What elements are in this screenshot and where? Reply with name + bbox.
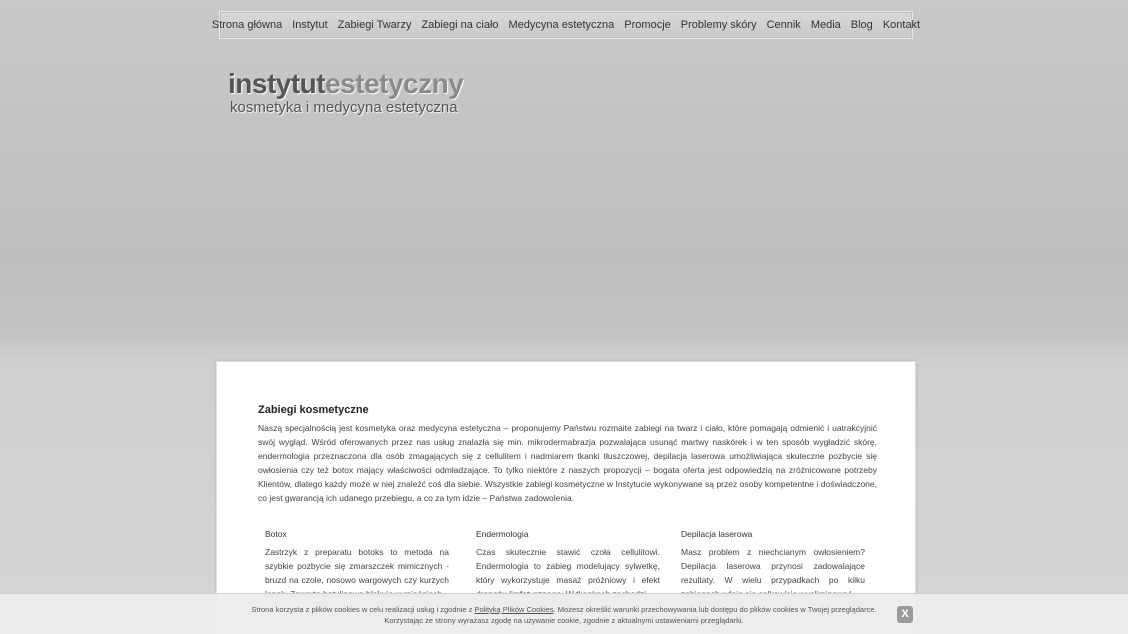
treatment-description: Masz problem z niechcianym owłosieniem? Depilacja laserowa przynosi zadowalające rezultaty. W wielu przypadkach po kilku	[681, 547, 865, 585]
treatment-title[interactable]: Botox	[265, 529, 287, 539]
cookie-text-end: . Możesz określić warunki przechowywania lub dostępu do plików cookies w Twojej przeglądarce.	[553, 605, 877, 614]
nav-item-media[interactable]: Media	[810, 19, 841, 31]
treatment-title[interactable]: Endermologia	[476, 529, 529, 539]
site-logo[interactable]	[228, 68, 463, 116]
cookie-policy-link[interactable]: Polityką Plików Cookies	[474, 605, 554, 614]
nav-item-contact[interactable]: Kontakt	[882, 19, 921, 31]
nav-item-blog[interactable]: Blog	[850, 19, 873, 31]
cookie-close-button[interactable]: X	[897, 606, 913, 623]
main-navigation-bar	[211, 14, 921, 36]
nav-item-price-list[interactable]: Cennik	[766, 19, 801, 31]
nav-item-institute[interactable]: Instytut	[292, 19, 328, 31]
logo-tagline: kosmetyka i medycyna estetyczna	[230, 99, 458, 116]
logo-part-estetyczny: estetyczny	[325, 68, 464, 99]
treatment-column-endermologia	[476, 529, 660, 601]
main-navigation	[211, 11, 921, 39]
logo-wordmark	[228, 68, 463, 100]
treatment-column-depilacja	[681, 529, 865, 601]
nav-item-home[interactable]: Strona główna	[211, 19, 283, 31]
treatment-description: Czas skutecznie stawić czoła cellulitowi. Endermologia to zabieg modelujący sylwetkę, który wykorzystuje masaż próżniowy i efekt	[476, 547, 660, 585]
nav-item-face-treatments[interactable]: Zabiegi Twarzy	[337, 19, 412, 31]
nav-item-aesthetic-medicine[interactable]: Medycyna estetyczna	[508, 19, 615, 31]
nav-item-skin-problems[interactable]: Problemy skóry	[680, 19, 757, 31]
treatment-column-botox	[265, 529, 449, 601]
nav-item-promotions[interactable]: Promocje	[624, 19, 671, 31]
nav-item-body-treatments[interactable]: Zabiegi na ciało	[421, 19, 499, 31]
treatment-title[interactable]: Depilacja laserowa	[681, 529, 753, 539]
section-intro: Naszą specjalnością jest kosmetyka oraz medycyna estetyczna – proponujemy Państwu rozmaite zabiegi na twarz i ciało, które pomagają odmienić i uatrakcyjnić swój wygląd. Wśród oferowanych przez nas usług znalazła się min. mikrodermabrazja pozwalająca usunąć martwy naskórek i w ten sposób wygładzić skórę, endermologia przeznaczona dla osób zmagających się z cellulitem i nadmiarem tkanki tłuszczowej, depilacja laserowa umożliwiająca skuteczne pozbycie się owłosienia czy też botox mający właściwości odmładzające. To tylko niektóre z naszych propozycji – bogata oferta jest odpowiedzią na zróżnicowane potrzeby Klientów, dlatego każdy może w niej znaleźć coś dla siebie. Wszystkie zabiegi kosmetyczne w Instytucie wykonywane są przez osoby kompetentne i doświadczone, co jest gwarancją ich udanego przebiegu, a co za tym idzie – Państwa zadowolenia.	[258, 423, 877, 503]
section-title: Zabiegi kosmetyczne	[258, 404, 369, 416]
logo-part-instytut: instytut	[228, 68, 326, 99]
cookie-text-start: Strona korzysta z plików cookies w celu realizacji usług i zgodnie z	[251, 605, 475, 614]
treatment-description: Zastrzyk z preparatu botoks to metoda na szybkie pozbycie się zmarszczek mimicznych - bruzd na czole, nosowo wargowych czy kurzych	[265, 547, 449, 585]
cookie-text-line2: Korzystając ze strony wyrażasz zgodę na używanie cookie, zgodnie z aktualnymi ustawieniami przeglądarki.	[384, 616, 744, 625]
cookie-message	[0, 604, 1128, 626]
cookie-banner	[0, 593, 1128, 634]
